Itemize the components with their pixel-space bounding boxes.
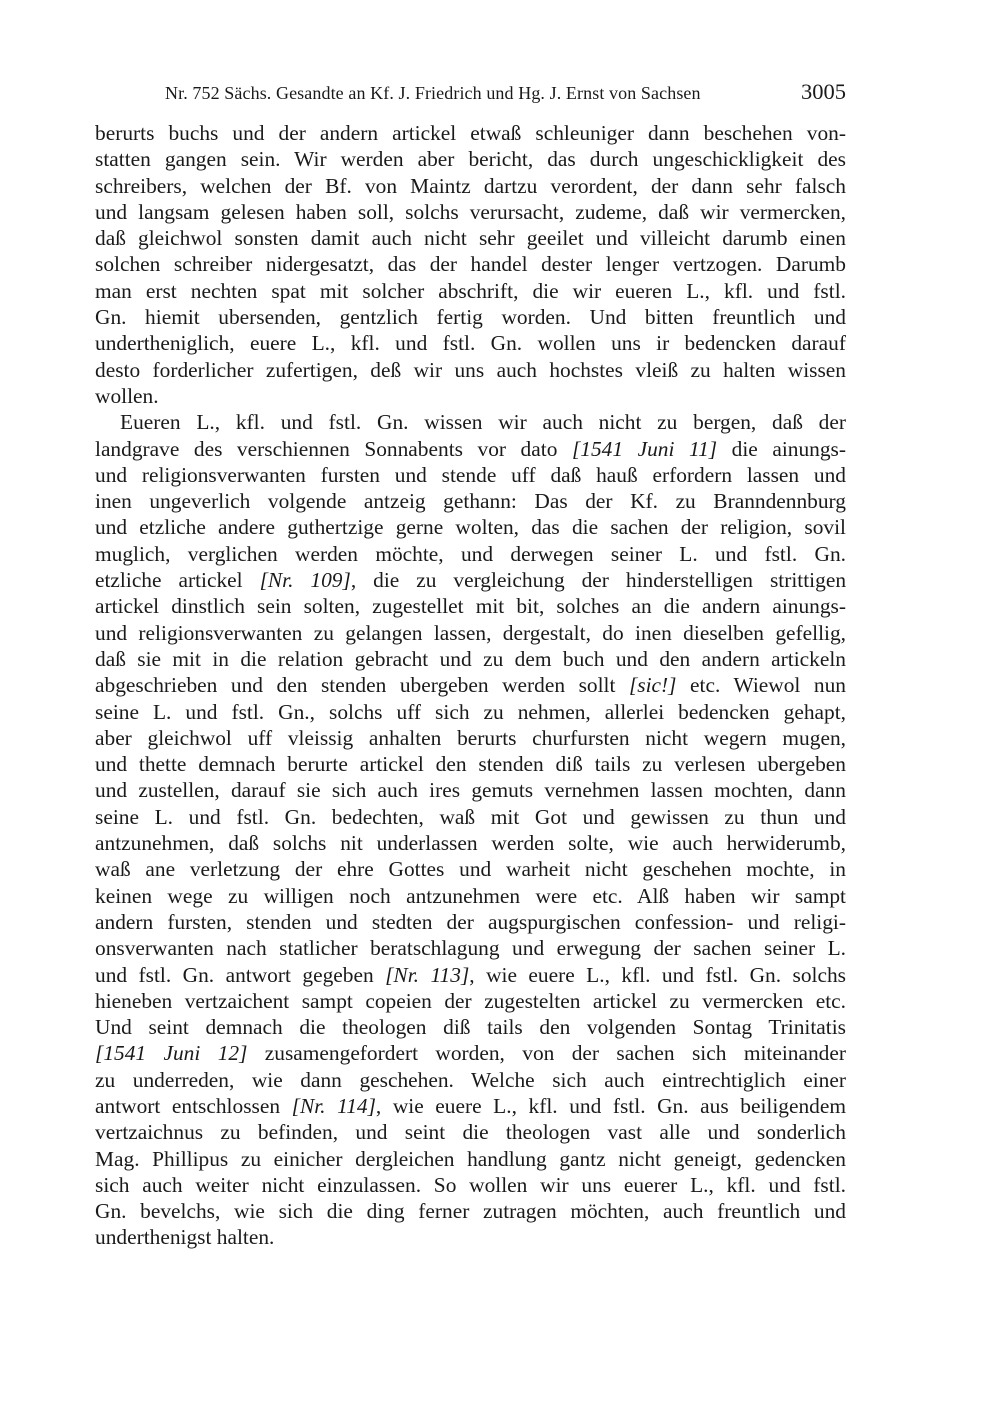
text-line: und religionsverwanten fursten und stende uff daß hauß erfordern lassen und (95, 462, 846, 487)
text-line (95, 962, 846, 988)
text-line: Gn. hiemit ubersenden, gentzlich fertig worden. Und bitten freuntlich und (95, 305, 846, 330)
text-line: desto forderlicher zufertigen, deß wir uns auch hochstes vleiß zu halten wissen (95, 357, 846, 382)
editorial-reference: [sic!] (628, 673, 677, 698)
editorial-reference: [Nr. 114] (291, 1093, 376, 1118)
text-line: sich auch weiter nicht einzulassen. So wollen wir uns euerer L., kfl. und fstl. (95, 1172, 846, 1197)
text-line: onsverwanten nach statlicher beratschlagung und erwegung der sachen seiner L. (95, 936, 846, 961)
text-line: undertheniglich, euere L., kfl. und fstl. Gn. wollen uns ir bedencken darauf (95, 331, 846, 356)
text-line: keinen wege zu willigen noch antzunehmen were etc. Alß haben wir sampt (95, 883, 846, 908)
text-line: und etzliche andere guthertzige gerne wolten, das die sachen der religion, sovil (95, 515, 846, 540)
text-line: Gn. bevelchs, wie sich die ding ferner zutragen möchten, auch freuntlich und (95, 1199, 846, 1224)
editorial-reference: [Nr. 109] (259, 568, 351, 593)
text-line: daß gleichwol sonsten damit auch nicht sehr geeilet und villeicht darumb einen (95, 226, 846, 251)
text-segment: abgeschrieben und den stenden ubergeben werden sollt (95, 673, 629, 698)
text-line: daß sie mit in die relation gebracht und zu dem buch und den andern artickeln (95, 646, 846, 671)
text-segment: etzliche artickel (95, 568, 260, 593)
running-head-title: Nr. 752 Sächs. Gesandte an Kf. J. Friedrich und Hg. J. Ernst von Sachsen (165, 83, 701, 103)
body-text (95, 120, 846, 1251)
text-segment: antwort entschlossen (95, 1093, 292, 1118)
text-line: inen ungeverlich volgende antzeig gethann: Das der Kf. zu Branndennburg (95, 489, 846, 514)
text-line: man erst nechten spat mit solcher abschrift, die wir eueren L., kfl. und fstl. (95, 278, 846, 303)
text-line: hieneben vertzaichent sampt copeien der zugestelten artickel zu vermercken etc. (95, 988, 846, 1013)
editorial-reference: [1541 Juni 11] (571, 436, 718, 461)
text-line: waß ane verletzung der ehre Gottes und warheit nicht geschehen mochte, in (95, 857, 846, 882)
text-line: underthenigst halten. (95, 1225, 275, 1250)
text-line: solchen schreiber nidergesatzt, das der handel dester lenger vertzogen. Darumb (95, 252, 846, 277)
editorial-reference: [1541 Juni 12] (95, 1041, 248, 1066)
text-segment: zusamengefordert worden, von der sachen sich miteinander (247, 1041, 846, 1066)
text-line: aber gleichwol uff vleissig anhalten berurts churfursten nicht wegern mugen, (95, 725, 846, 750)
text-segment: , wie euere L., kfl. und fstl. Gn. solchs (469, 962, 847, 987)
text-line (95, 1093, 846, 1119)
text-line: und religionsverwanten zu gelangen lassen, dergestalt, do inen dieselben gefellig, (95, 620, 846, 645)
text-segment: landgrave des verschiennen Sonnabents vor dato (95, 436, 572, 461)
text-line: und langsam gelesen haben soll, solchs verursacht, zudeme, daß wir vermercken, (95, 199, 846, 224)
text-line: statten gangen sein. Wir werden aber bericht, das durch ungeschickligkeit des (95, 147, 846, 172)
text-line: vertzaichnus zu befinden, und seint die theologen vast alle und sonderlich (95, 1120, 846, 1145)
text-segment: und fstl. Gn. antwort gegeben (95, 962, 386, 987)
text-line: und zustellen, darauf sie sich auch ires gemuts vernehmen lassen mochten, dann (95, 778, 846, 803)
text-line: antzunehmen, daß solchs nit underlassen werden solte, wie auch herwiderumb, (95, 831, 846, 856)
text-line (95, 1040, 846, 1066)
text-line: berurts buchs und der andern artickel etwaß schleuniger dann beschehen von- (95, 121, 846, 145)
page-number: 3005 (801, 79, 846, 104)
text-line: Eueren L., kfl. und fstl. Gn. wissen wir auch nicht zu bergen, daß der (120, 410, 846, 435)
text-line: artickel dinstlich sein solten, zugestellet mit bit, solches an die andern ainungs- (95, 594, 846, 619)
text-segment: , wie euere L., kfl. und fstl. Gn. aus beiligendem (375, 1093, 846, 1118)
text-line (95, 672, 846, 698)
text-segment: etc. Wiewol nun (676, 673, 846, 698)
text-line: Mag. Phillipus zu einicher dergleichen handlung gantz nicht geneigt, gedencken (95, 1146, 846, 1171)
running-head (95, 79, 846, 109)
text-line: muglich, verglichen werden möchte, und derwegen seiner L. und fstl. Gn. (95, 541, 846, 566)
text-line (95, 567, 846, 593)
text-segment: , die zu vergleichung der hinderstelligen strittigen (350, 568, 847, 593)
text-line: Und seint demnach die theologen diß tails den volgenden Sontag Trinitatis (95, 1015, 846, 1040)
text-line (95, 436, 846, 462)
editorial-reference: [Nr. 113] (385, 962, 470, 987)
text-segment: die ainungs- (717, 436, 846, 461)
text-line: seine L. und fstl. Gn., solchs uff sich zu nehmen, allerlei bedencken gehapt, (95, 699, 846, 724)
text-line: wollen. (95, 383, 159, 408)
text-line: seine L. und fstl. Gn. bedechten, waß mit Got und gewissen zu thun und (95, 804, 846, 829)
text-line: und thette demnach berurte artickel den stenden diß tails zu verlesen ubergeben (95, 752, 846, 777)
text-line: zu underreden, wie dann geschehen. Welche sich auch eintrechtiglich einer (95, 1067, 846, 1092)
text-line: schreibers, welchen der Bf. von Maintz dartzu verordent, der dann sehr falsch (95, 173, 846, 198)
text-line: andern fursten, stenden und stedten der augspurgischen confession- und religi- (95, 909, 846, 934)
